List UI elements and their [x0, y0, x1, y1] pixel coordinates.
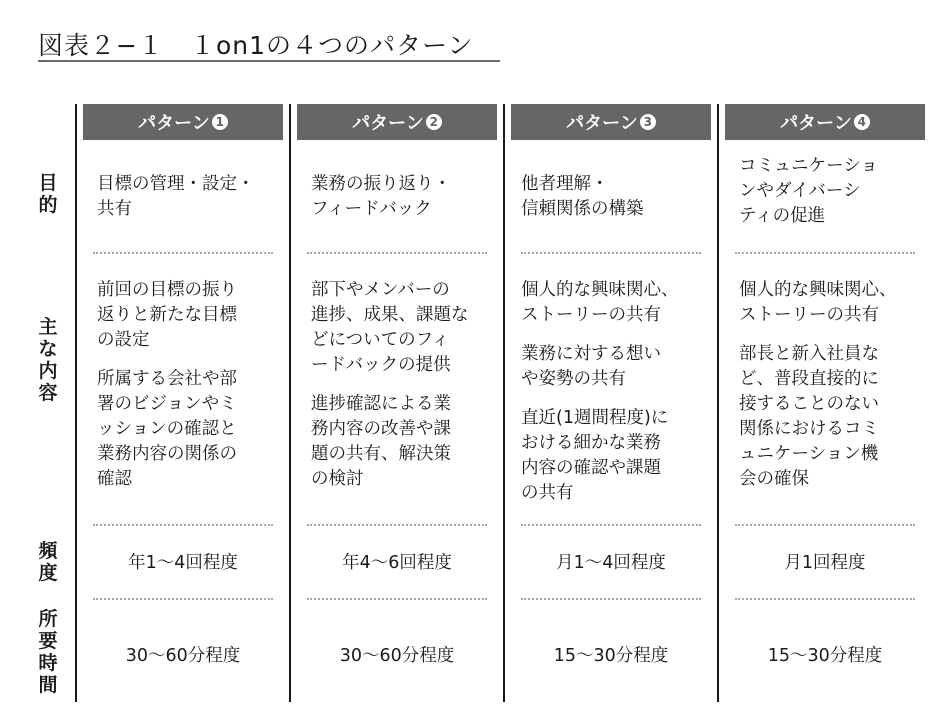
- row-label-frequency: 頻 度: [38, 540, 58, 584]
- content-paragraph: 部長と新入社員な ど、普段直接的に 接することのない 関係におけるコミ ュニケーション機 会の確保: [739, 344, 879, 489]
- frequency-cell-4: 月1回程度: [784, 553, 866, 573]
- dotted-separator: [307, 252, 487, 254]
- dotted-separator: [521, 252, 701, 254]
- dotted-separator: [307, 524, 487, 526]
- page-title: 図表２−１ １on1の４つのパターン: [38, 31, 474, 60]
- pattern-column-2: [297, 104, 497, 140]
- number-badge: 2: [426, 114, 442, 130]
- dotted-separator: [521, 598, 701, 600]
- purpose-cell-1: 目標の管理・設定・ 共有: [97, 174, 255, 219]
- purpose-cell-2: 業務の振り返り・ フィードバック: [311, 174, 451, 219]
- dotted-separator: [735, 252, 915, 254]
- content-cell-2: [311, 278, 469, 492]
- column-divider: [75, 104, 77, 702]
- column-divider: [717, 104, 719, 702]
- content-paragraph: 部下やメンバーの 進捗、成果、課題な どについてのフィ ードバックの提供: [311, 280, 469, 375]
- pattern-header-4: パターン 4: [725, 104, 925, 140]
- content-paragraph: 個人的な興味関心、 ストーリーの共有: [521, 280, 679, 325]
- column-divider: [503, 104, 505, 702]
- content-paragraph: 業務に対する想い や姿勢の共有: [521, 344, 661, 389]
- number-badge: 3: [640, 114, 656, 130]
- dotted-separator: [521, 524, 701, 526]
- pattern-header-2: パターン 2: [297, 104, 497, 140]
- content-paragraph: 前回の目標の振り 返りと新たな目標 の設定: [97, 280, 237, 350]
- frequency-cell-2: 年4〜6回程度: [342, 553, 452, 573]
- pattern-header-1: パターン 1: [83, 104, 283, 140]
- dotted-separator: [93, 252, 273, 254]
- row-label-duration: 所 要 時 間: [38, 608, 58, 696]
- content-paragraph: 個人的な興味関心、 ストーリーの共有: [739, 280, 897, 325]
- pattern-header-3: パターン 3: [511, 104, 711, 140]
- content-cell-3: [521, 278, 679, 506]
- pattern-column-3: [511, 104, 711, 140]
- duration-cell-3: 15〜30分程度: [553, 646, 669, 666]
- frequency-cell-3: 月1〜4回程度: [556, 553, 666, 573]
- frequency-cell-1: 年1〜4回程度: [128, 553, 238, 573]
- content-cell-1: [97, 278, 237, 492]
- dotted-separator: [307, 598, 487, 600]
- content-paragraph: 直近(1週間程度)に おける細かな業務 内容の確認や課題 の共有: [521, 408, 669, 503]
- content-paragraph: 所属する会社や部 署のビジョンやミ ッションの確認と 業務内容の関係の 確認: [97, 369, 237, 489]
- number-badge: 1: [212, 114, 228, 130]
- purpose-cell-4: コミュニケーショ ンやダイバーシ ティの促進: [739, 156, 878, 226]
- column-divider: [289, 104, 291, 702]
- duration-cell-4: 15〜30分程度: [767, 646, 883, 666]
- content-cell-4: [739, 278, 897, 492]
- number-badge: 4: [854, 114, 870, 130]
- row-label-purpose: 目 的: [38, 172, 58, 216]
- pattern-column-1: [83, 104, 283, 140]
- duration-cell-1: 30〜60分程度: [125, 646, 241, 666]
- row-label-content: 主 な 内 容: [38, 316, 58, 404]
- dotted-separator: [735, 598, 915, 600]
- duration-cell-2: 30〜60分程度: [339, 646, 455, 666]
- purpose-cell-3: 他者理解・ 信頼関係の構築: [521, 174, 644, 219]
- dotted-separator: [93, 598, 273, 600]
- pattern-column-4: [725, 104, 925, 140]
- dotted-separator: [93, 524, 273, 526]
- dotted-separator: [735, 524, 915, 526]
- content-paragraph: 進捗確認による業 務内容の改善や課 題の共有、解決策 の検討: [311, 394, 451, 489]
- title-underline: [38, 60, 500, 62]
